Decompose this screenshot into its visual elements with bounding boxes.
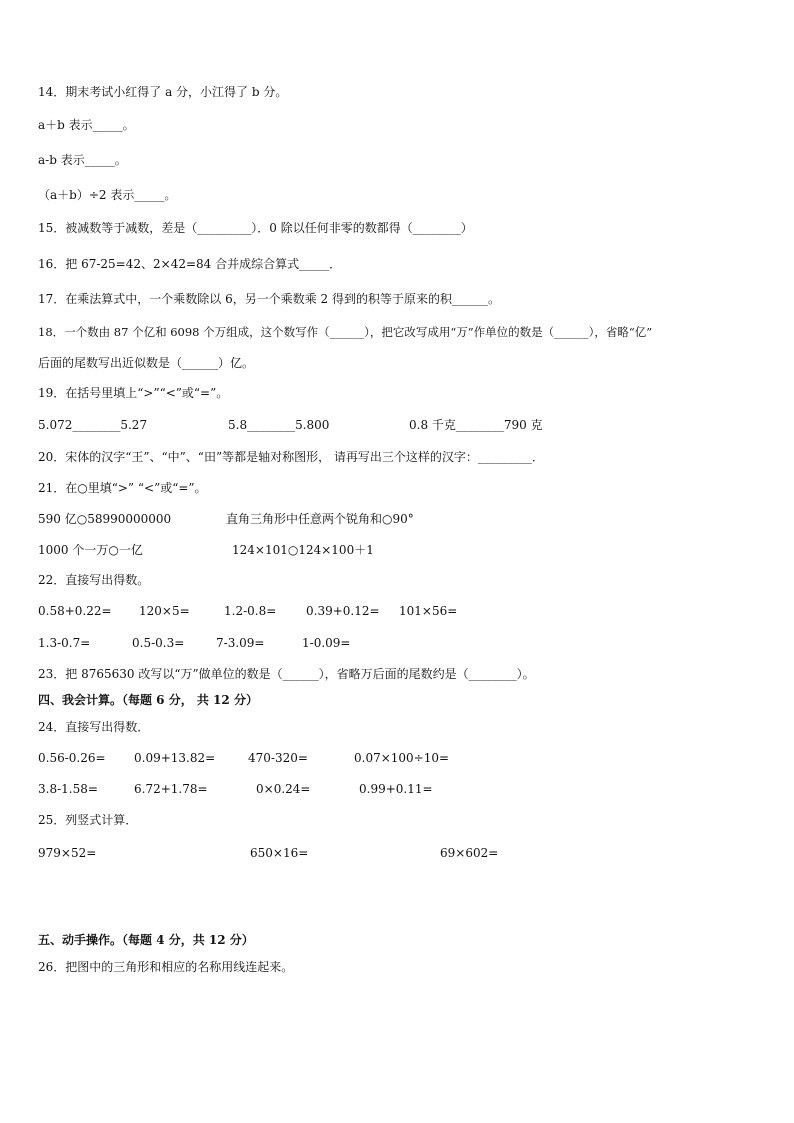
q20: 20．宋体的汉字“王”、“中”、“田”等都是轴对称图形， 请再写出三个这样的汉字：_________． [38, 450, 544, 464]
q14-part-b: a-b 表示_____。 [38, 153, 127, 167]
q22-r1-c5: 101×56= [399, 604, 458, 618]
q14-part-a: a＋b 表示_____。 [38, 118, 135, 132]
q18-line1: 18．一个数由 87 个亿和 6098 个万组成，这个数写作（______），把它改写成用“万”作单位的数是（______），省略“亿” [38, 325, 653, 339]
q26: 26．把图中的三角形和相应的名称用线连起来。 [38, 960, 294, 974]
q25-item-1: 979×52= [38, 846, 97, 860]
q23: 23．把 8765630 改写以“万”做单位的数是（______），省略万后面的尾数约是（________）。 [38, 667, 535, 681]
q22-r2-c1: 1.3-0.7= [38, 636, 91, 650]
q22-r2-c3: 7-3.09= [216, 636, 265, 650]
q16: 16．把 67-25=42、2×42=84 合并成综合算式_____． [38, 257, 342, 271]
q19-item-2: 5.8________5.800 [228, 418, 330, 432]
q24-r1-c2: 0.09+13.82= [134, 751, 216, 765]
section-4-heading: 四、我会计算。（每题 6 分， 共 12 分） [38, 693, 258, 707]
q21-item-4: 124×101○124×100＋1 [232, 543, 374, 557]
q22-r2-c4: 1-0.09= [302, 636, 351, 650]
q25-item-2: 650×16= [250, 846, 309, 860]
q14-part-c: （a＋b）÷2 表示_____。 [38, 188, 177, 202]
q25-item-3: 69×602= [440, 846, 499, 860]
q21-item-3: 1000 个一万○一亿 [38, 543, 143, 557]
q21-item-2: 直角三角形中任意两个锐角和○90° [226, 512, 414, 526]
q19-item-1: 5.072________5.27 [38, 418, 148, 432]
q19-item-3: 0.8 千克________790 克 [409, 418, 543, 432]
q18-line2: 后面的尾数写出近似数是（______）亿。 [38, 356, 255, 370]
q17: 17．在乘法算式中，一个乘数除以 6，另一个乘数乘 2 得到的积等于原来的积______。 [38, 292, 500, 306]
q24-r1-c3: 470-320= [248, 751, 308, 765]
q22-r1-c4: 0.39+0.12= [306, 604, 380, 618]
section-5-heading: 五、动手操作。（每题 4 分，共 12 分） [38, 933, 254, 947]
q14-title: 14．期末考试小红得了 a 分，小江得了 b 分。 [38, 85, 288, 99]
q24-r2-c2: 6.72+1.78= [134, 782, 208, 796]
q22-r1-c1: 0.58+0.22= [38, 604, 112, 618]
q21-title: 21．在○里填“>” “<”或“=”。 [38, 481, 207, 495]
q22-r2-c2: 0.5-0.3= [132, 636, 185, 650]
q15: 15．被减数等于减数，差是（_________）．0 除以任何非零的数都得（________） [38, 221, 473, 235]
q24-r2-c1: 3.8-1.58= [38, 782, 98, 796]
q24-r1-c1: 0.56-0.26= [38, 751, 106, 765]
q22-title: 22．直接写出得数。 [38, 573, 150, 587]
q21-item-1: 590 亿○58990000000 [38, 512, 172, 526]
q24-title: 24．直接写出得数． [38, 720, 150, 734]
q22-r1-c3: 1.2-0.8= [224, 604, 277, 618]
q24-r2-c4: 0.99+0.11= [359, 782, 433, 796]
q24-r1-c4: 0.07×100÷10= [354, 751, 450, 765]
q22-r1-c2: 120×5= [139, 604, 190, 618]
q25-title: 25．列竖式计算． [38, 813, 138, 827]
q19-title: 19．在括号里填上“>”“<”或“=”。 [38, 386, 229, 400]
q24-r2-c3: 0×0.24= [256, 782, 311, 796]
